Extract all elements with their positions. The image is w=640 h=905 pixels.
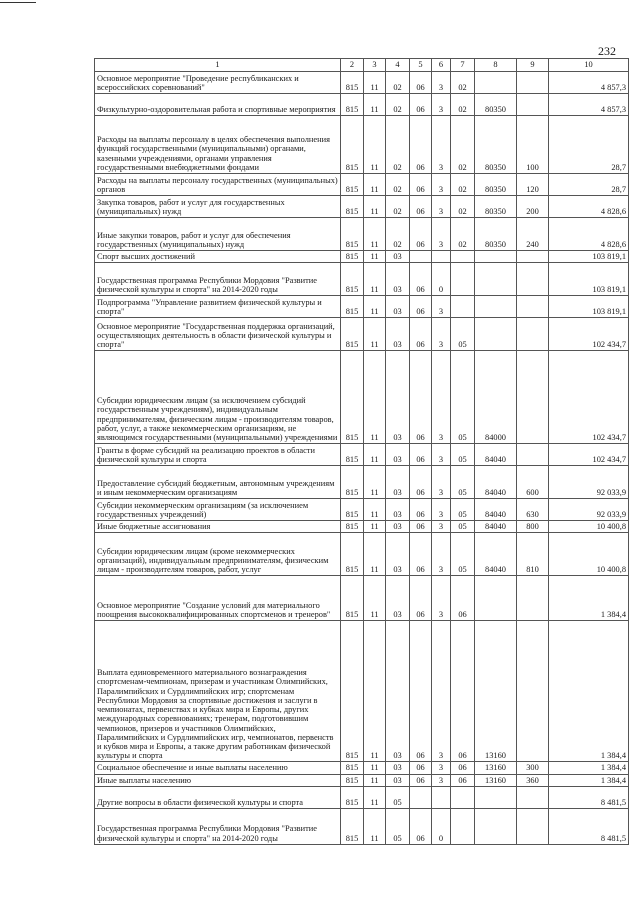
row-name: Закупка товаров, работ и услуг для государственных (муниципальных) нужд xyxy=(95,196,341,218)
code-direction: 84040 xyxy=(475,466,517,499)
code-expense-type: 600 xyxy=(517,466,549,499)
row-amount: 4 828,6 xyxy=(549,218,629,251)
code-subsection: 02 xyxy=(386,218,410,251)
code-event: 02 xyxy=(451,218,475,251)
row-amount: 10 400,8 xyxy=(549,533,629,576)
row-name: Иные бюджетные ассигнования xyxy=(95,521,341,533)
code-subsection: 03 xyxy=(386,263,410,296)
code-ministry: 815 xyxy=(341,351,364,444)
code-direction xyxy=(475,318,517,351)
row-amount: 92 033,9 xyxy=(549,466,629,499)
code-subsection: 03 xyxy=(386,621,410,762)
row-name: Спорт высших достижений xyxy=(95,251,341,263)
code-program: 06 xyxy=(410,762,432,774)
column-header: 5 xyxy=(410,59,432,72)
code-section: 11 xyxy=(364,251,386,263)
code-ministry: 815 xyxy=(341,774,364,786)
table-row xyxy=(95,774,629,786)
table-row xyxy=(95,786,629,808)
code-program: 06 xyxy=(410,444,432,466)
row-name: Социальное обеспечение и иные выплаты населению xyxy=(95,762,341,774)
code-subsection: 02 xyxy=(386,72,410,94)
row-name: Подпрограмма "Управление развитием физической культуры и спорта" xyxy=(95,296,341,318)
row-amount: 8 481,5 xyxy=(549,786,629,808)
table-row xyxy=(95,263,629,296)
code-subprogram: 3 xyxy=(432,296,451,318)
row-amount: 103 819,1 xyxy=(549,251,629,263)
code-program: 06 xyxy=(410,174,432,196)
code-direction: 80350 xyxy=(475,218,517,251)
code-event xyxy=(451,786,475,808)
table-row xyxy=(95,94,629,116)
code-subprogram: 3 xyxy=(432,318,451,351)
row-amount: 102 434,7 xyxy=(549,444,629,466)
code-direction: 80350 xyxy=(475,94,517,116)
code-ministry: 815 xyxy=(341,263,364,296)
code-subprogram: 0 xyxy=(432,808,451,844)
code-ministry: 815 xyxy=(341,621,364,762)
code-expense-type xyxy=(517,318,549,351)
code-event: 05 xyxy=(451,499,475,521)
code-direction: 13160 xyxy=(475,762,517,774)
code-expense-type xyxy=(517,786,549,808)
code-expense-type: 800 xyxy=(517,521,549,533)
code-expense-type xyxy=(517,351,549,444)
code-subprogram: 3 xyxy=(432,351,451,444)
code-program: 06 xyxy=(410,499,432,521)
code-subprogram xyxy=(432,786,451,808)
table-row xyxy=(95,762,629,774)
code-section: 11 xyxy=(364,174,386,196)
code-event: 05 xyxy=(451,533,475,576)
table-row xyxy=(95,466,629,499)
column-header: 9 xyxy=(517,59,549,72)
code-subprogram: 3 xyxy=(432,218,451,251)
code-subprogram xyxy=(432,251,451,263)
code-subprogram: 3 xyxy=(432,444,451,466)
code-subprogram: 3 xyxy=(432,762,451,774)
code-subsection: 03 xyxy=(386,351,410,444)
row-amount: 1 384,4 xyxy=(549,576,629,621)
code-event: 05 xyxy=(451,444,475,466)
code-event xyxy=(451,251,475,263)
code-event xyxy=(451,263,475,296)
code-subsection: 03 xyxy=(386,318,410,351)
code-event: 02 xyxy=(451,196,475,218)
code-event: 02 xyxy=(451,174,475,196)
code-direction xyxy=(475,786,517,808)
table-row xyxy=(95,318,629,351)
code-expense-type xyxy=(517,94,549,116)
table-row xyxy=(95,174,629,196)
table-row xyxy=(95,72,629,94)
code-subprogram: 3 xyxy=(432,72,451,94)
code-event xyxy=(451,296,475,318)
code-ministry: 815 xyxy=(341,786,364,808)
code-event: 06 xyxy=(451,621,475,762)
code-subsection: 03 xyxy=(386,296,410,318)
row-name: Выплата единовременного материального вознаграждения спортсменам-чемпионам, призерам и участникам Олимпийских, Паралимпийских и Сурдлимпийских игр; спортсменам Республики Мордовия за спортивные достижения и заслуги в чемпионатах, первенствах и кубках мира и Европы, других международных соревнованиях; тренерам, подготовившим чемпионов, призеров и участников Олимпийских, Паралимпийских и Сурдлимпийских игр, чемпионатов, первенств и кубков мира и Европы, а также другим работникам физической культуры и спорта xyxy=(95,621,341,762)
code-subprogram: 3 xyxy=(432,521,451,533)
column-header: 7 xyxy=(451,59,475,72)
code-direction xyxy=(475,251,517,263)
row-amount: 8 481,5 xyxy=(549,808,629,844)
code-subsection: 03 xyxy=(386,251,410,263)
code-subprogram: 3 xyxy=(432,116,451,174)
code-direction: 84040 xyxy=(475,521,517,533)
code-section: 11 xyxy=(364,621,386,762)
code-program: 06 xyxy=(410,351,432,444)
code-direction: 80350 xyxy=(475,196,517,218)
code-section: 11 xyxy=(364,786,386,808)
code-section: 11 xyxy=(364,808,386,844)
code-program: 06 xyxy=(410,533,432,576)
code-expense-type: 630 xyxy=(517,499,549,521)
code-direction xyxy=(475,296,517,318)
table-row xyxy=(95,621,629,762)
code-direction: 84040 xyxy=(475,499,517,521)
row-name: Субсидии юридическим лицам (кроме некоммерческих организаций), индивидуальным предпринимателям, физическим лицам - производителям товаров, работ, услуг xyxy=(95,533,341,576)
code-section: 11 xyxy=(364,72,386,94)
row-amount: 28,7 xyxy=(549,116,629,174)
code-event: 05 xyxy=(451,521,475,533)
row-amount: 4 828,6 xyxy=(549,196,629,218)
code-event xyxy=(451,808,475,844)
code-program: 06 xyxy=(410,94,432,116)
code-event: 02 xyxy=(451,94,475,116)
code-program: 06 xyxy=(410,72,432,94)
code-ministry: 815 xyxy=(341,296,364,318)
code-program xyxy=(410,251,432,263)
code-direction: 13160 xyxy=(475,621,517,762)
code-program xyxy=(410,786,432,808)
code-subsection: 05 xyxy=(386,786,410,808)
code-ministry: 815 xyxy=(341,251,364,263)
code-section: 11 xyxy=(364,521,386,533)
code-expense-type xyxy=(517,444,549,466)
table-row xyxy=(95,218,629,251)
code-section: 11 xyxy=(364,444,386,466)
code-subsection: 03 xyxy=(386,466,410,499)
code-expense-type: 120 xyxy=(517,174,549,196)
code-program: 06 xyxy=(410,621,432,762)
code-expense-type xyxy=(517,72,549,94)
row-amount: 103 819,1 xyxy=(549,263,629,296)
row-amount: 102 434,7 xyxy=(549,351,629,444)
code-section: 11 xyxy=(364,318,386,351)
column-header: 10 xyxy=(549,59,629,72)
code-ministry: 815 xyxy=(341,521,364,533)
code-subprogram: 3 xyxy=(432,774,451,786)
code-subprogram: 3 xyxy=(432,196,451,218)
table-row xyxy=(95,533,629,576)
row-amount: 103 819,1 xyxy=(549,296,629,318)
row-name: Основное мероприятие "Создание условий для материального поощрения высококвалифицированных спортсменов и тренеров" xyxy=(95,576,341,621)
code-ministry: 815 xyxy=(341,808,364,844)
code-section: 11 xyxy=(364,351,386,444)
row-name: Основное мероприятие "Проведение республиканских и всероссийских соревнований" xyxy=(95,72,341,94)
table-row xyxy=(95,296,629,318)
code-direction xyxy=(475,808,517,844)
row-name: Субсидии некоммерческим организациям (за исключением государственных учреждений) xyxy=(95,499,341,521)
code-event: 02 xyxy=(451,72,475,94)
header-row xyxy=(95,59,629,72)
code-section: 11 xyxy=(364,499,386,521)
code-subsection: 03 xyxy=(386,444,410,466)
row-name: Предоставление субсидий бюджетным, автономным учреждениям и иным некоммерческим организациям xyxy=(95,466,341,499)
scan-corner-mark xyxy=(0,2,36,3)
column-header: 3 xyxy=(364,59,386,72)
code-section: 11 xyxy=(364,533,386,576)
row-amount: 10 400,8 xyxy=(549,521,629,533)
code-event: 05 xyxy=(451,351,475,444)
table-row xyxy=(95,808,629,844)
code-subprogram: 0 xyxy=(432,263,451,296)
code-subsection: 05 xyxy=(386,808,410,844)
code-ministry: 815 xyxy=(341,196,364,218)
code-expense-type: 240 xyxy=(517,218,549,251)
code-subsection: 03 xyxy=(386,521,410,533)
page-number: 232 xyxy=(598,44,616,58)
column-header: 4 xyxy=(386,59,410,72)
code-program: 06 xyxy=(410,466,432,499)
code-ministry: 815 xyxy=(341,318,364,351)
code-subsection: 02 xyxy=(386,116,410,174)
code-subsection: 03 xyxy=(386,774,410,786)
code-direction: 80350 xyxy=(475,174,517,196)
row-name: Физкультурно-оздоровительная работа и спортивные мероприятия xyxy=(95,94,341,116)
code-expense-type xyxy=(517,808,549,844)
code-expense-type: 100 xyxy=(517,116,549,174)
code-ministry: 815 xyxy=(341,533,364,576)
row-amount: 4 857,3 xyxy=(549,72,629,94)
table-body xyxy=(95,72,629,845)
code-section: 11 xyxy=(364,116,386,174)
code-program: 06 xyxy=(410,218,432,251)
code-expense-type xyxy=(517,251,549,263)
code-subprogram: 3 xyxy=(432,621,451,762)
code-section: 11 xyxy=(364,774,386,786)
code-direction: 84000 xyxy=(475,351,517,444)
code-subsection: 02 xyxy=(386,94,410,116)
row-name: Основное мероприятие "Государственная поддержка организаций, осуществляющих деятельность в области физической культуры и спорта" xyxy=(95,318,341,351)
table-row xyxy=(95,196,629,218)
row-amount: 1 384,4 xyxy=(549,762,629,774)
code-program: 06 xyxy=(410,576,432,621)
code-subprogram: 3 xyxy=(432,499,451,521)
code-section: 11 xyxy=(364,196,386,218)
code-ministry: 815 xyxy=(341,444,364,466)
code-ministry: 815 xyxy=(341,94,364,116)
table-row xyxy=(95,521,629,533)
code-subprogram: 3 xyxy=(432,94,451,116)
code-event: 06 xyxy=(451,774,475,786)
table-row xyxy=(95,576,629,621)
code-subprogram: 3 xyxy=(432,174,451,196)
row-name: Иные закупки товаров, работ и услуг для обеспечения государственных (муниципальных) нужд xyxy=(95,218,341,251)
row-amount: 1 384,4 xyxy=(549,621,629,762)
code-expense-type: 360 xyxy=(517,774,549,786)
row-amount: 92 033,9 xyxy=(549,499,629,521)
row-amount: 1 384,4 xyxy=(549,774,629,786)
code-ministry: 815 xyxy=(341,72,364,94)
code-subsection: 02 xyxy=(386,174,410,196)
code-program: 06 xyxy=(410,774,432,786)
code-event: 05 xyxy=(451,318,475,351)
code-event: 06 xyxy=(451,762,475,774)
code-direction xyxy=(475,72,517,94)
code-ministry: 815 xyxy=(341,174,364,196)
row-amount: 4 857,3 xyxy=(549,94,629,116)
code-section: 11 xyxy=(364,762,386,774)
code-subsection: 02 xyxy=(386,196,410,218)
code-direction xyxy=(475,263,517,296)
code-section: 11 xyxy=(364,296,386,318)
code-program: 06 xyxy=(410,116,432,174)
code-section: 11 xyxy=(364,576,386,621)
code-section: 11 xyxy=(364,263,386,296)
code-subprogram: 3 xyxy=(432,466,451,499)
row-amount: 102 434,7 xyxy=(549,318,629,351)
table-row xyxy=(95,499,629,521)
code-expense-type: 810 xyxy=(517,533,549,576)
budget-table xyxy=(94,58,629,845)
code-program: 06 xyxy=(410,196,432,218)
code-program: 06 xyxy=(410,808,432,844)
row-name: Расходы на выплаты персоналу государственных (муниципальных) органов xyxy=(95,174,341,196)
code-expense-type xyxy=(517,621,549,762)
code-expense-type xyxy=(517,263,549,296)
column-header: 1 xyxy=(95,59,341,72)
column-header: 8 xyxy=(475,59,517,72)
column-header: 2 xyxy=(341,59,364,72)
row-name: Иные выплаты населению xyxy=(95,774,341,786)
code-ministry: 815 xyxy=(341,499,364,521)
row-name: Государственная программа Республики Мордовия "Развитие физической культуры и спорта" на 2014-2020 годы xyxy=(95,808,341,844)
code-ministry: 815 xyxy=(341,116,364,174)
row-name: Другие вопросы в области физической культуры и спорта xyxy=(95,786,341,808)
table-row xyxy=(95,251,629,263)
code-direction: 80350 xyxy=(475,116,517,174)
code-subsection: 03 xyxy=(386,499,410,521)
row-name: Гранты в форме субсидий на реализацию проектов в области физической культуры и спорта xyxy=(95,444,341,466)
code-expense-type xyxy=(517,576,549,621)
code-ministry: 815 xyxy=(341,218,364,251)
row-name: Расходы на выплаты персоналу в целях обеспечения выполнения функций государственными (муниципальными) органами, казенными учреждениями, органами управления государственными внебюджетными фондами xyxy=(95,116,341,174)
code-program: 06 xyxy=(410,263,432,296)
code-section: 11 xyxy=(364,466,386,499)
table-row xyxy=(95,116,629,174)
code-program: 06 xyxy=(410,296,432,318)
code-subprogram: 3 xyxy=(432,533,451,576)
code-subprogram: 3 xyxy=(432,576,451,621)
code-program: 06 xyxy=(410,318,432,351)
code-section: 11 xyxy=(364,218,386,251)
code-event: 06 xyxy=(451,576,475,621)
code-program: 06 xyxy=(410,521,432,533)
code-section: 11 xyxy=(364,94,386,116)
code-direction xyxy=(475,576,517,621)
code-direction: 84040 xyxy=(475,533,517,576)
code-event: 05 xyxy=(451,466,475,499)
code-ministry: 815 xyxy=(341,576,364,621)
code-direction: 13160 xyxy=(475,774,517,786)
row-name: Субсидии юридическим лицам (за исключением субсидий государственным учреждениям), индивидуальным предпринимателям, физическим лицам - производителям товаров, работ, услуг, а также некоммерческим организациям, не являющимся государственными (муниципальными) учреждениями xyxy=(95,351,341,444)
code-expense-type: 300 xyxy=(517,762,549,774)
code-expense-type xyxy=(517,296,549,318)
code-event: 02 xyxy=(451,116,475,174)
code-ministry: 815 xyxy=(341,762,364,774)
code-subsection: 03 xyxy=(386,533,410,576)
code-subsection: 03 xyxy=(386,762,410,774)
code-subsection: 03 xyxy=(386,576,410,621)
code-expense-type: 200 xyxy=(517,196,549,218)
code-ministry: 815 xyxy=(341,466,364,499)
table-row xyxy=(95,444,629,466)
column-header: 6 xyxy=(432,59,451,72)
row-amount: 28,7 xyxy=(549,174,629,196)
table-row xyxy=(95,351,629,444)
code-direction: 84040 xyxy=(475,444,517,466)
row-name: Государственная программа Республики Мордовия "Развитие физической культуры и спорта" на 2014-2020 годы xyxy=(95,263,341,296)
